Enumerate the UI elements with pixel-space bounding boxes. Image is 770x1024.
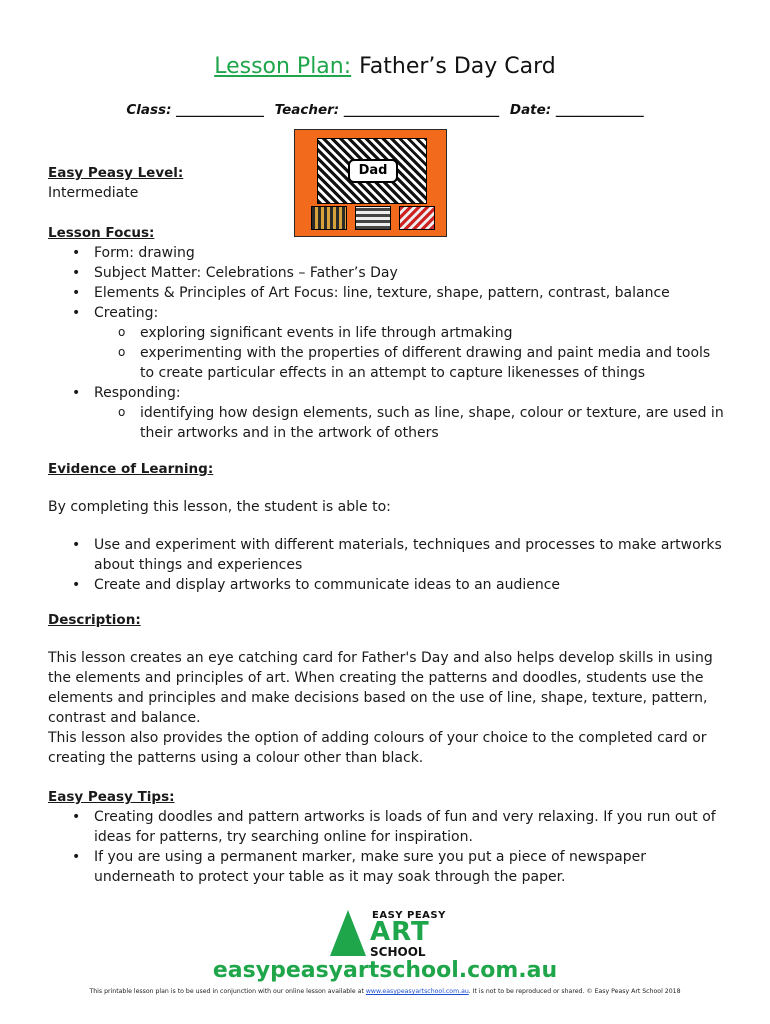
description-paragraph-2: This lesson also provides the option of adding colours of your choice to the completed card or creating the patterns using a colour other than black. bbox=[48, 730, 707, 766]
easy-peasy-art-school-logo bbox=[326, 910, 446, 960]
responding-sublist bbox=[94, 403, 728, 443]
evidence-section bbox=[48, 459, 728, 595]
tips-heading: Easy Peasy Tips: bbox=[48, 789, 175, 805]
responding-label: Responding: bbox=[94, 385, 181, 401]
date-field: Date: _____________ bbox=[509, 102, 644, 118]
logo-line-2: ART bbox=[370, 917, 430, 947]
level-heading: Easy Peasy Level: bbox=[48, 165, 184, 181]
footer-text-before: This printable lesson plan is to be used in conjunction with our online lesson available at bbox=[89, 988, 364, 995]
evidence-heading: Evidence of Learning: bbox=[48, 461, 214, 477]
class-teacher-date-line bbox=[0, 102, 770, 118]
tips-list bbox=[48, 807, 728, 887]
focus-list bbox=[48, 243, 728, 443]
list-item: • Form: drawing bbox=[94, 243, 728, 263]
level-value: Intermediate bbox=[48, 185, 139, 201]
logo-line-1: EASY PEASY bbox=[372, 910, 446, 921]
list-item: • Use and experiment with different materials, techniques and processes to make artworks about things and experiences bbox=[94, 535, 728, 575]
logo-line-3: SCHOOL bbox=[370, 945, 426, 959]
list-item: • Create and display artworks to communicate ideas to an audience bbox=[94, 575, 728, 595]
page-title bbox=[0, 54, 770, 79]
creating-sublist bbox=[94, 323, 728, 383]
title-label: Lesson Plan: bbox=[214, 54, 352, 79]
list-item: • Creating doodles and pattern artworks is loads of fun and very relaxing. If you run out of ideas for patterns, try searching online for inspiration. bbox=[94, 807, 728, 847]
teacher-field: Teacher: _______________________ bbox=[274, 102, 500, 118]
tips-section bbox=[48, 787, 728, 887]
thumbnail-dad-text: Dad bbox=[348, 159, 398, 183]
level-section bbox=[48, 163, 728, 203]
creating-label: Creating: bbox=[94, 305, 159, 321]
list-item: o identifying how design elements, such as line, shape, colour or texture, are used in their artworks and in the artwork of others bbox=[140, 403, 728, 443]
footer-text-after: . It is not to be reproduced or shared. © Easy Peasy Art School 2018 bbox=[468, 988, 681, 995]
footer-note bbox=[0, 988, 770, 995]
list-item: • Subject Matter: Celebrations – Father’s Day bbox=[94, 263, 728, 283]
list-item: o experimenting with the properties of different drawing and paint media and tools to create particular effects in an attempt to capture likenesses of things bbox=[140, 343, 728, 383]
list-item: • Elements & Principles of Art Focus: line, texture, shape, pattern, contrast, balance bbox=[94, 283, 728, 303]
list-item: • If you are using a permanent marker, make sure you put a piece of newspaper underneath to protect your table as it may soak through the paper. bbox=[94, 847, 728, 887]
list-item-responding bbox=[94, 383, 728, 443]
list-item-creating bbox=[94, 303, 728, 383]
list-item: o exploring significant events in life through artmaking bbox=[140, 323, 728, 343]
website-url[interactable]: easypeasyartschool.com.au bbox=[212, 958, 558, 983]
focus-section bbox=[48, 223, 728, 443]
evidence-list bbox=[48, 535, 728, 595]
title-text: Father’s Day Card bbox=[359, 54, 556, 79]
pencil-icon bbox=[330, 910, 366, 956]
description-section bbox=[48, 610, 728, 768]
description-heading: Description: bbox=[48, 612, 141, 628]
evidence-intro: By completing this lesson, the student is able to: bbox=[48, 499, 391, 515]
description-paragraph-1: This lesson creates an eye catching card for Father's Day and also helps develop skills in using the elements and principles of art. When creating the patterns and doodles, students use the elements and principles and make decisions based on the use of line, shape, texture, pattern, contrast and balance. bbox=[48, 650, 713, 726]
class-field: Class: _____________ bbox=[126, 102, 264, 118]
focus-heading: Lesson Focus: bbox=[48, 225, 155, 241]
footer-link[interactable]: www.easypeasyartschool.com.au bbox=[365, 988, 469, 995]
